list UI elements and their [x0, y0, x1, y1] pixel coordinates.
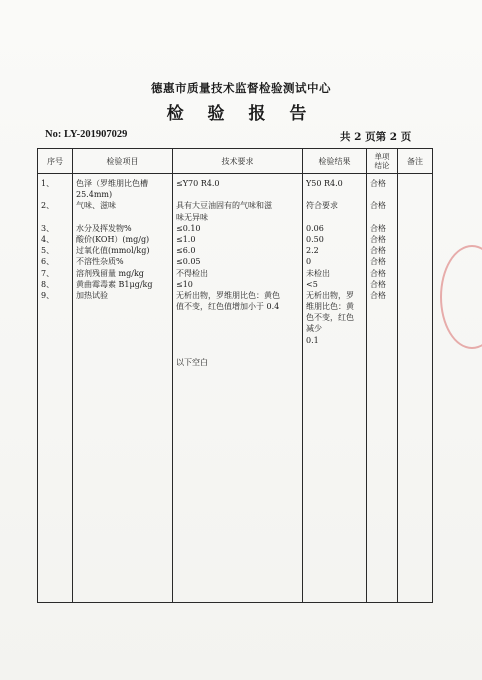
spacer [370, 335, 394, 346]
spacer [41, 189, 69, 200]
spacer [41, 312, 69, 323]
header-judgment-line1: 单项 [374, 152, 390, 161]
spacer [41, 212, 69, 223]
column-judgment [367, 174, 398, 603]
cell-item: 黄曲霉毒素 B1μg/kg [76, 279, 153, 289]
spacer [370, 312, 394, 323]
cell-seq: 1、 [41, 179, 55, 188]
cell-result: 减少 [306, 324, 322, 334]
spacer [370, 301, 394, 312]
spacer [401, 212, 429, 223]
spacer [401, 189, 429, 200]
column-item [73, 174, 173, 603]
table-header-row [38, 149, 433, 174]
spacer [370, 323, 394, 334]
cell-result: <5 [306, 279, 318, 289]
cell-item: 过氧化值(mmol/kg) [76, 246, 150, 256]
cell-requirement: ≤0.10 [176, 223, 201, 233]
cell-requirement: 无析出物，罗维朋比色：黄色 [176, 290, 280, 300]
cell-remark [401, 223, 429, 234]
cell-item: 25.4mm) [76, 190, 113, 200]
spacer [306, 189, 363, 200]
spacer [41, 301, 69, 312]
spacer [76, 301, 169, 312]
cell-requirement: ≤1.0 [176, 234, 196, 244]
cell-judgment: 合格 [370, 246, 386, 256]
inspection-table [37, 148, 433, 603]
cell-remark [401, 268, 429, 279]
cell-seq: 3、 [41, 223, 55, 233]
spacer [401, 301, 429, 312]
spacer [76, 335, 169, 346]
spacer [176, 346, 299, 357]
cell-remark [401, 178, 429, 189]
cell-remark [401, 256, 429, 267]
cell-requirement: 具有大豆油固有的气味和滋 [176, 201, 272, 211]
cell-result: 无析出物，罗 [306, 290, 354, 300]
header-seq: 序号 [38, 149, 73, 174]
cell-requirement: ≤0.05 [176, 257, 201, 267]
spacer [76, 323, 169, 334]
cell-requirement: 不得检出 [176, 268, 208, 278]
spacer [176, 335, 299, 346]
spacer [176, 312, 299, 323]
cell-result: 2.2 [306, 246, 319, 256]
spacer [76, 212, 169, 223]
cell-result: 0.1 [306, 335, 319, 345]
spacer [370, 189, 394, 200]
official-stamp [440, 245, 482, 349]
header-judgment [367, 149, 398, 174]
cell-judgment: 合格 [370, 179, 386, 188]
cell-requirement: ≤Y70 R4.0 [176, 179, 220, 188]
spacer [370, 212, 394, 223]
cell-seq: 6、 [41, 257, 55, 267]
cell-result: 0 [306, 257, 312, 267]
cell-requirement: 值不变，红色值增加小于 0.4 [176, 302, 280, 312]
cell-seq: 5、 [41, 246, 55, 256]
cell-result: 0.50 [306, 234, 324, 244]
cell-judgment: 合格 [370, 223, 386, 233]
cell-item: 溶剂残留量 mg/kg [76, 268, 144, 278]
cell-item: 色泽（罗维朋比色槽 [76, 179, 148, 188]
cell-item: 不溶性杂质% [76, 257, 124, 267]
spacer [306, 212, 363, 223]
cell-result: 色不变，红色 [306, 313, 354, 323]
header-requirement: 技术要求 [173, 149, 303, 174]
report-title: 检 验 报 告 [166, 104, 316, 124]
spacer [176, 323, 299, 334]
cell-judgment: 合格 [370, 279, 386, 289]
cell-result: 未检出 [306, 268, 330, 278]
cell-judgment: 合格 [370, 257, 386, 267]
cell-requirement: ≤6.0 [176, 246, 196, 256]
header-result: 检验结果 [303, 149, 367, 174]
cell-result: 维朋比色：黄 [306, 302, 354, 312]
cell-remark [401, 200, 429, 211]
header-item: 检验项目 [73, 149, 173, 174]
cell-seq: 4、 [41, 234, 55, 244]
document-number: No: LY-201907029 [45, 129, 128, 140]
cell-remark [401, 279, 429, 290]
cell-item: 水分及挥发物% [76, 223, 132, 233]
cell-result: 0.06 [306, 223, 324, 233]
column-requirement [173, 174, 303, 603]
spacer [41, 335, 69, 346]
cell-result: Y50 R4.0 [306, 179, 343, 188]
cell-result: 符合要求 [306, 201, 338, 211]
cell-item: 酸价(KOH）(mg/g) [76, 234, 150, 244]
cell-judgment: 合格 [370, 290, 386, 300]
cell-requirement: ≤10 [176, 279, 193, 289]
header-remark: 备注 [398, 149, 433, 174]
column-result [303, 174, 367, 603]
cell-requirement: 味无异味 [176, 212, 208, 222]
cell-seq: 2、 [41, 201, 55, 211]
organization-name: 德惠市质量技术监督检验测试中心 [151, 81, 331, 95]
spacer [401, 312, 429, 323]
header-judgment-line2: 结论 [374, 161, 390, 170]
cell-remark [401, 234, 429, 245]
cell-item: 加热试验 [76, 290, 108, 300]
page-count: 共 2 页第 2 页 [340, 131, 412, 143]
cell-item: 气味、滋味 [76, 201, 116, 211]
column-seq [38, 174, 73, 603]
spacer [176, 189, 299, 200]
cell-remark [401, 245, 429, 256]
cell-seq: 9、 [41, 290, 55, 300]
cell-seq: 7、 [41, 268, 55, 278]
cell-judgment: 合格 [370, 201, 386, 211]
blank-below-note: 以下空白 [176, 358, 208, 367]
spacer [41, 323, 69, 334]
table-body-row [38, 174, 433, 603]
cell-seq: 8、 [41, 279, 55, 289]
cell-judgment: 合格 [370, 234, 386, 244]
cell-judgment: 合格 [370, 268, 386, 278]
spacer [401, 335, 429, 346]
spacer [401, 323, 429, 334]
cell-remark [401, 290, 429, 301]
spacer [76, 312, 169, 323]
column-remark [398, 174, 433, 603]
